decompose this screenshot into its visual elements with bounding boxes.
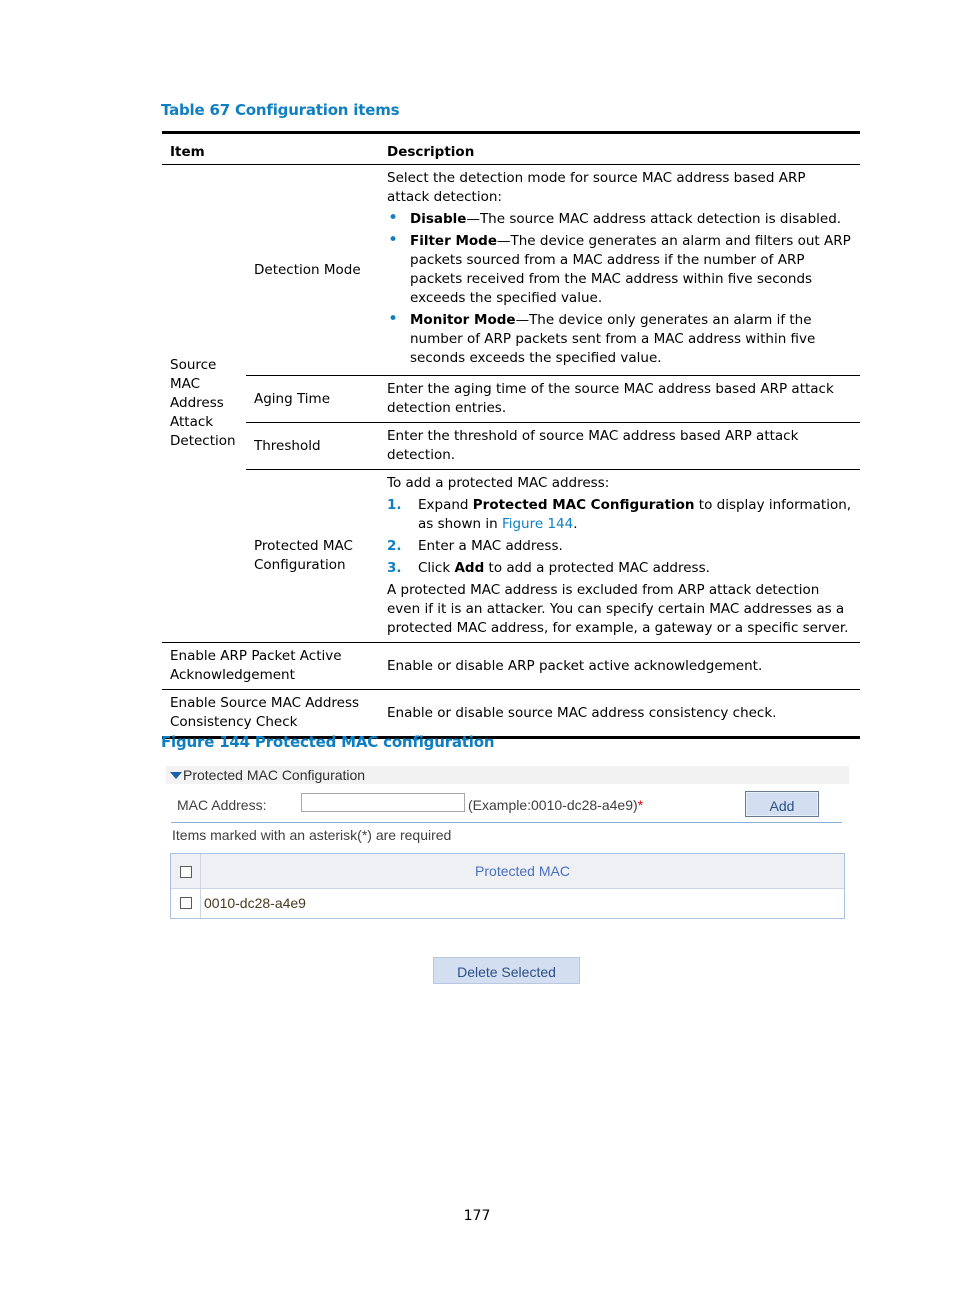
- desc-threshold: Enter the threshold of source MAC address based ARP attack detection.: [379, 423, 860, 470]
- desc-aging-time: Enter the aging time of the source MAC address based ARP attack detection entries.: [379, 376, 860, 423]
- detection-mode-intro: Select the detection mode for source MAC address based ARP attack detection:: [387, 170, 806, 205]
- required-asterisk: *: [637, 797, 644, 813]
- grid-header-row: [171, 854, 844, 889]
- step-3: 3. Click Add to add a protected MAC address.: [387, 560, 710, 576]
- header-item: Item: [162, 133, 379, 165]
- item-detection-mode: Detection Mode: [246, 165, 379, 376]
- column-separator: [200, 854, 201, 918]
- table-row-threshold: [162, 423, 860, 470]
- page-number: 177: [463, 1208, 491, 1224]
- mac-example-hint: (Example:0010-dc28-a4e9)*: [468, 797, 644, 813]
- section-header[interactable]: [166, 766, 849, 784]
- protected-mac-panel: [163, 766, 853, 996]
- bullet-dot-icon: •: [388, 208, 399, 228]
- grid-column-protected-mac[interactable]: Protected MAC: [475, 863, 570, 879]
- mac-address-label: MAC Address:: [177, 797, 267, 813]
- select-all-checkbox[interactable]: [180, 866, 192, 878]
- item-protected-mac: Protected MAC Configuration: [246, 470, 379, 643]
- table-row-src-mac-check: [162, 690, 860, 738]
- protected-mac-intro: To add a protected MAC address:: [387, 475, 610, 491]
- step-2: 2. Enter a MAC address.: [387, 538, 563, 554]
- step-1: 1. Expand Protected MAC Configuration to display information, as shown in Figure 144.: [387, 497, 852, 532]
- table-header-row: [162, 133, 860, 165]
- item-aging-time: Aging Time: [246, 376, 379, 423]
- desc-src-mac-check: Enable or disable source MAC address consistency check.: [379, 690, 860, 738]
- collapse-triangle-icon[interactable]: [170, 772, 182, 779]
- group-label-source-mac: Source MAC Address Attack Detection: [162, 165, 246, 643]
- figure-caption: Figure 144 Protected MAC configuration: [161, 733, 495, 751]
- item-arp-ack: Enable ARP Packet Active Acknowledgement: [162, 643, 379, 690]
- item-src-mac-check: Enable Source MAC Address Consistency Check: [162, 690, 379, 738]
- row-mac-value: 0010-dc28-a4e9: [204, 895, 306, 911]
- add-button[interactable]: Add: [745, 791, 819, 817]
- desc-protected-mac: [379, 470, 860, 643]
- table-row-arp-ack: [162, 643, 860, 690]
- row-checkbox[interactable]: [180, 897, 192, 909]
- delete-selected-button[interactable]: Delete Selected: [433, 957, 580, 984]
- bullet-monitor-mode: • Monitor Mode—The device only generates an alarm if the number of ARP packets sent from a MAC address within five seconds exceeds the specified value.: [388, 309, 816, 366]
- table-row-detection-mode: [162, 165, 860, 376]
- divider: [171, 822, 842, 823]
- required-note: Items marked with an asterisk(*) are required: [172, 827, 452, 843]
- protected-mac-grid: [170, 853, 845, 919]
- bullet-disable: • Disable—The source MAC address attack detection is disabled.: [388, 208, 842, 228]
- table-caption: Table 67 Configuration items: [161, 101, 400, 119]
- header-description: Description: [379, 133, 860, 165]
- bullet-dot-icon: •: [388, 230, 399, 250]
- mac-address-input[interactable]: [301, 793, 465, 812]
- desc-arp-ack: Enable or disable ARP packet active acknowledgement.: [379, 643, 860, 690]
- configuration-items-table: [162, 131, 860, 739]
- figure-link[interactable]: Figure 144: [501, 516, 574, 532]
- protected-mac-note: A protected MAC address is excluded from ARP attack detection even if it is an attacker. You can specify certain MAC addresses as a protected MAC address, for example, a gateway or a specific server.: [387, 582, 849, 636]
- table-row: [171, 889, 844, 918]
- table-row-protected-mac: [162, 470, 860, 643]
- section-title: Protected MAC Configuration: [183, 767, 366, 783]
- bullet-dot-icon: •: [388, 309, 399, 329]
- table-row-aging-time: [162, 376, 860, 423]
- item-threshold: Threshold: [246, 423, 379, 470]
- desc-detection-mode: [379, 165, 860, 376]
- bullet-filter-mode: • Filter Mode—The device generates an alarm and filters out ARP packets sourced from a MAC address if the number of ARP packets received from the MAC address within five seconds exceeds the specified value.: [388, 230, 851, 306]
